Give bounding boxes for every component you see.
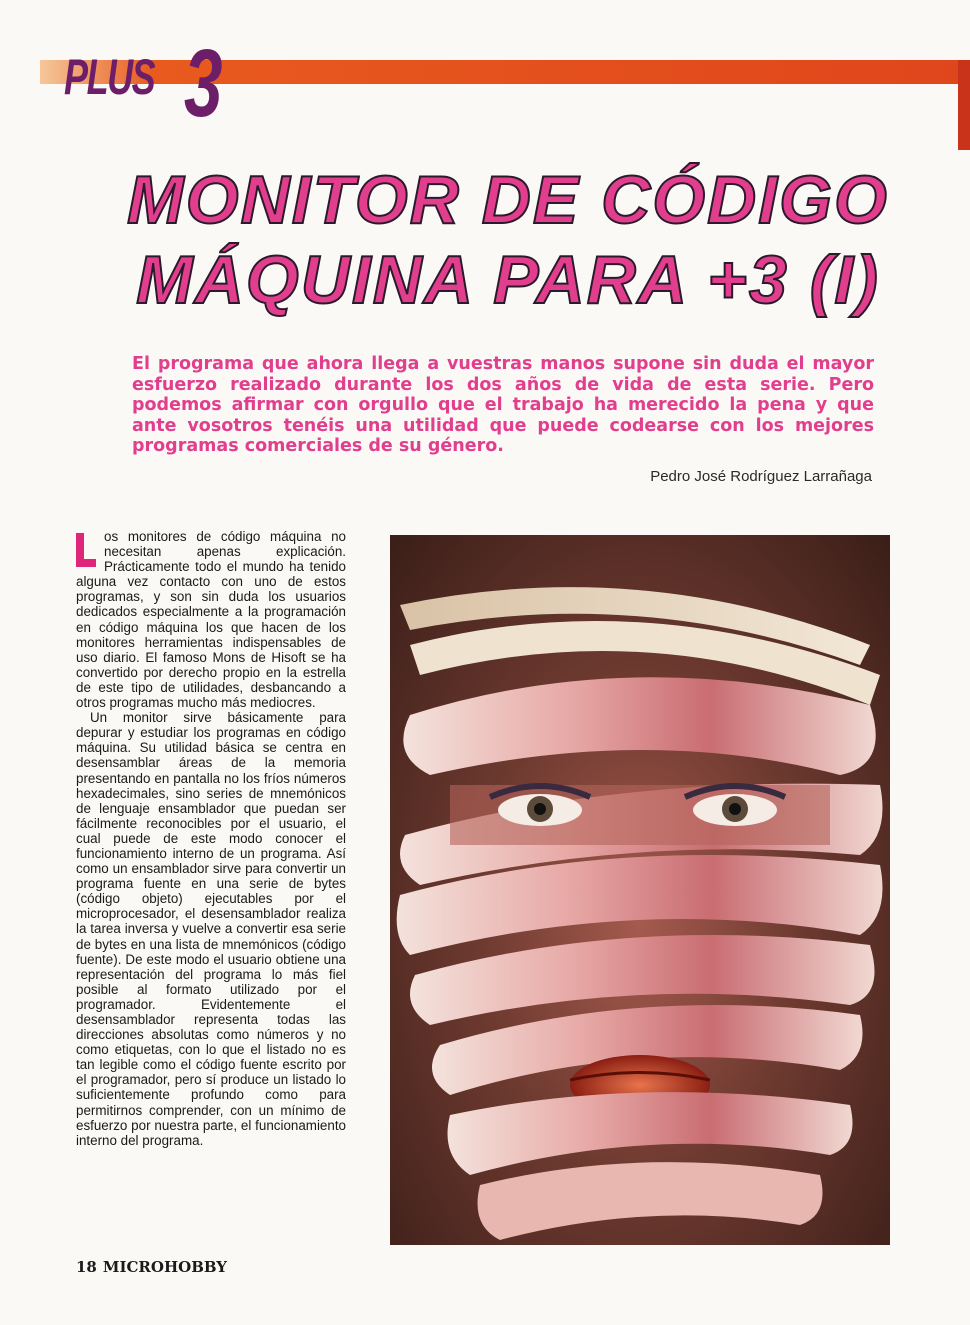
article-illustration xyxy=(390,535,890,1245)
section-logo xyxy=(64,30,254,144)
ribbon-face-illustration xyxy=(390,535,890,1245)
section-label: PLUS xyxy=(64,49,155,105)
magazine-name: MICROHOBBY xyxy=(102,1258,228,1276)
title-line-1: MONITOR DE CÓDIGO xyxy=(127,162,889,238)
section-number: 3 xyxy=(184,30,223,137)
page-number: 18 xyxy=(76,1258,97,1276)
page-footer xyxy=(76,1258,227,1276)
header-bar-edge xyxy=(958,60,970,150)
article-body xyxy=(76,529,346,1148)
title-line-2: MÁQUINA PARA +3 (I) xyxy=(136,242,880,318)
body-paragraph-1 xyxy=(76,529,346,710)
article-title xyxy=(118,160,898,320)
article-author: Pedro José Rodríguez Larrañaga xyxy=(650,468,872,485)
article-intro: El programa que ahora llega a vuestras manos supone sin duda el mayor esfuerzo realizado durante los dos años de vida de esta serie. Pero podemos afirmar con orgullo que el trabajo ha merecido la pena y que ante vosotros tenéis una utilidad que puede codearse con los mejores programas comerciales de su género. xyxy=(132,354,874,456)
body-paragraph-2: Un monitor sirve básicamente para depurar y estudiar los programas en código máquina. Su utilidad básica se centra en desensamblar áreas de la memoria presentando en pantalla no los fríos números hexadecimales, sino series de mnemónicos de lenguaje ensamblador que puedan ser fácilmente reconocibles por el usuario, el cual puede de este modo conocer el funcionamiento interno de un programa. Así como un ensamblador sirve para convertir un programa fuente en una serie de bytes (código objeto) ejecutables por el microprocesador, el desensamblador realiza la tarea inversa y vuelve a convertir esa serie de bytes en una lista de mnemónicos (código fuente). De este modo el usuario obtiene una representación del programa lo más fiel posible al formato utilizado por el programador. Evidentemente el desensamblador representa todas las direcciones absolutas como números y no como etiquetas, con lo que el listado no es tan legible como el código fuente escrito por el programador, pero sí produce un listado lo suficientemente profundo como para permitirnos comprender, con un mínimo de esfuerzo por nuestra parte, el funcionamiento interno del programa. xyxy=(76,710,346,1148)
body-paragraph-1-text: os monitores de código máquina no necesitan apenas explicación. Prácticamente todo el mundo ha tenido alguna vez contacto con uno de estos programas, y son sin duda los usuarios dedicados especialmente a la programación en código máquina los que hacen de los monitores herramientas indispensables de uso diario. El famoso Mons de Hisoft se ha convertido por derecho propio en la estrella de este tipo de utilidades, desbancando a otros programas mucho más mediocres. xyxy=(76,529,346,711)
drop-cap xyxy=(76,533,98,567)
